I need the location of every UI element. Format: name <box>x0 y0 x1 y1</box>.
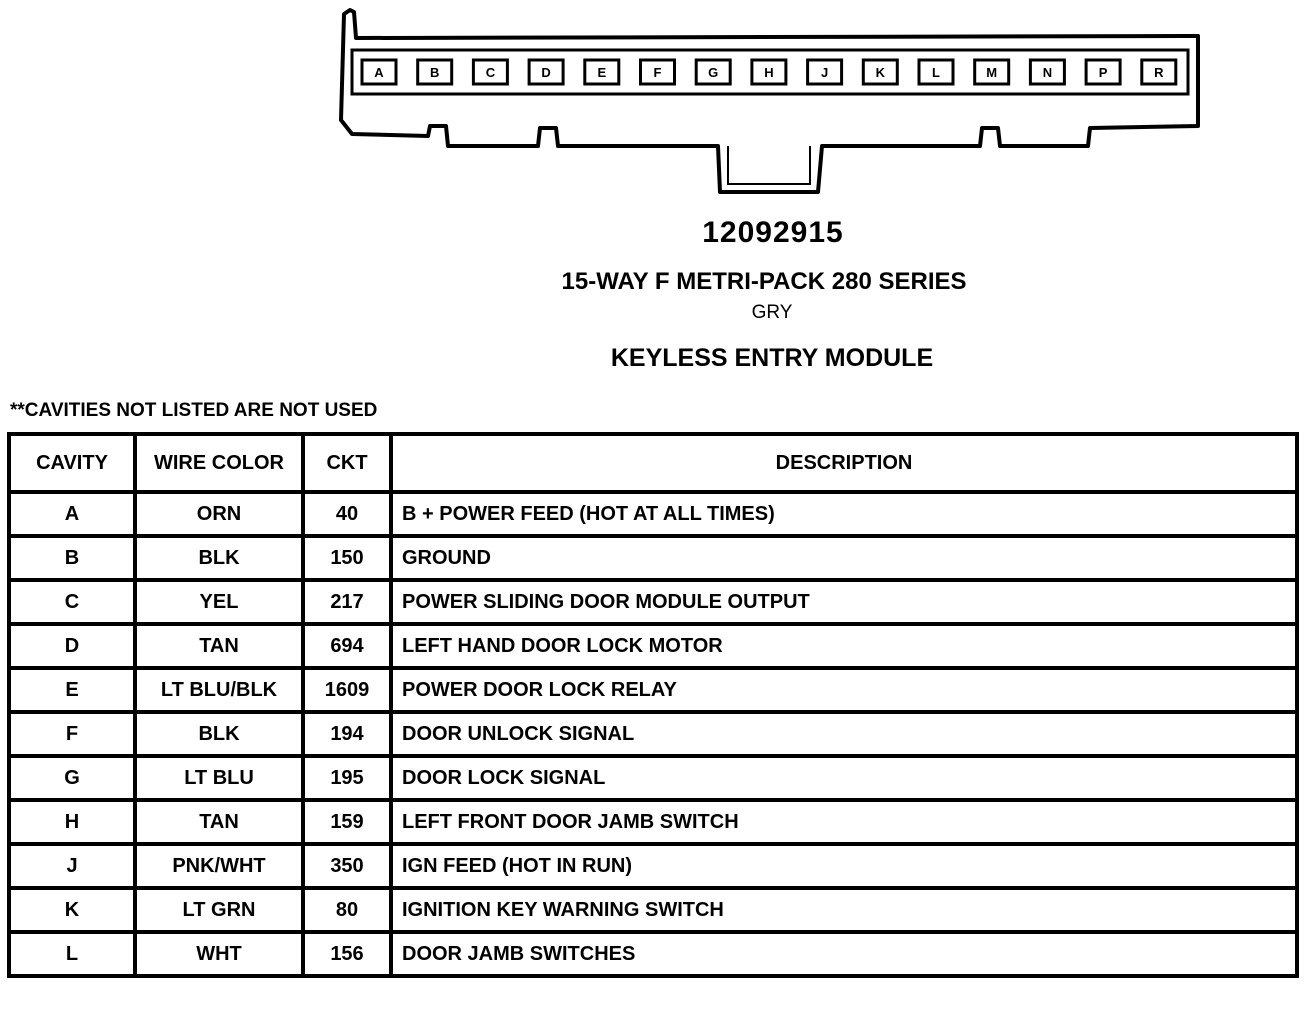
cell-description: IGN FEED (HOT IN RUN) <box>391 844 1297 888</box>
pin-label-h: H <box>764 65 774 80</box>
cell-cavity: A <box>9 492 135 536</box>
table-row <box>9 536 1297 580</box>
table-row <box>9 932 1297 976</box>
cell-wire-color: WHT <box>135 932 303 976</box>
header-description: DESCRIPTION <box>391 434 1297 492</box>
header-wire-color: WIRE COLOR <box>135 434 303 492</box>
cell-cavity: E <box>9 668 135 712</box>
cell-description: B + POWER FEED (HOT AT ALL TIMES) <box>391 492 1297 536</box>
table-header-row <box>9 434 1297 492</box>
pin-label-r: R <box>1154 65 1164 80</box>
cell-ckt: 156 <box>303 932 391 976</box>
connector-key-notch <box>728 146 810 184</box>
table-row <box>9 756 1297 800</box>
table-row <box>9 888 1297 932</box>
table-row <box>9 668 1297 712</box>
cell-description: GROUND <box>391 536 1297 580</box>
pin-label-l: L <box>932 65 940 80</box>
cell-cavity: G <box>9 756 135 800</box>
cell-ckt: 217 <box>303 580 391 624</box>
cell-description: POWER DOOR LOCK RELAY <box>391 668 1297 712</box>
cell-cavity: F <box>9 712 135 756</box>
table-row <box>9 624 1297 668</box>
cell-ckt: 195 <box>303 756 391 800</box>
pin-label-m: M <box>986 65 998 80</box>
connector-pins <box>362 60 1176 84</box>
connector-series: 15-WAY F METRI-PACK 280 SERIES <box>561 268 967 295</box>
table-body <box>9 492 1297 976</box>
connector-housing <box>341 10 1198 192</box>
cell-cavity: H <box>9 800 135 844</box>
table-row <box>9 492 1297 536</box>
pinout-table <box>7 432 1299 978</box>
part-number: 12092915 <box>702 216 844 249</box>
cell-cavity: C <box>9 580 135 624</box>
cell-ckt: 159 <box>303 800 391 844</box>
cell-ckt: 40 <box>303 492 391 536</box>
cell-wire-color: LT GRN <box>135 888 303 932</box>
pin-label-j: J <box>820 65 829 80</box>
cell-wire-color: TAN <box>135 624 303 668</box>
table-row <box>9 712 1297 756</box>
pin-label-b: B <box>430 65 440 80</box>
cell-wire-color: ORN <box>135 492 303 536</box>
pin-label-f: F <box>653 65 662 80</box>
cell-description: LEFT FRONT DOOR JAMB SWITCH <box>391 800 1297 844</box>
cell-wire-color: YEL <box>135 580 303 624</box>
cell-description: DOOR UNLOCK SIGNAL <box>391 712 1297 756</box>
cell-ckt: 150 <box>303 536 391 580</box>
header-ckt: CKT <box>303 434 391 492</box>
cell-ckt: 194 <box>303 712 391 756</box>
cell-description: IGNITION KEY WARNING SWITCH <box>391 888 1297 932</box>
cavity-note: **CAVITIES NOT LISTED ARE NOT USED <box>10 400 378 421</box>
pin-label-n: N <box>1042 65 1053 80</box>
table-row <box>9 800 1297 844</box>
connector-color: GRY <box>751 302 793 323</box>
cell-ckt: 694 <box>303 624 391 668</box>
cell-cavity: K <box>9 888 135 932</box>
cell-description: POWER SLIDING DOOR MODULE OUTPUT <box>391 580 1297 624</box>
cell-cavity: B <box>9 536 135 580</box>
module-name: KEYLESS ENTRY MODULE <box>610 344 934 372</box>
pin-label-k: K <box>875 65 885 80</box>
cell-ckt: 1609 <box>303 668 391 712</box>
cell-description: DOOR JAMB SWITCHES <box>391 932 1297 976</box>
cell-wire-color: BLK <box>135 712 303 756</box>
cell-wire-color: BLK <box>135 536 303 580</box>
cell-description: LEFT HAND DOOR LOCK MOTOR <box>391 624 1297 668</box>
cell-cavity: L <box>9 932 135 976</box>
cell-wire-color: PNK/WHT <box>135 844 303 888</box>
table-row <box>9 844 1297 888</box>
cell-ckt: 350 <box>303 844 391 888</box>
header-cavity: CAVITY <box>9 434 135 492</box>
pin-label-a: A <box>374 65 384 80</box>
pin-label-e: E <box>597 65 607 80</box>
connector-outline-diagram <box>0 0 1312 210</box>
pin-label-g: G <box>708 65 719 80</box>
cell-wire-color: TAN <box>135 800 303 844</box>
pin-label-p: P <box>1098 65 1108 80</box>
table-row <box>9 580 1297 624</box>
cell-wire-color: LT BLU <box>135 756 303 800</box>
cell-wire-color: LT BLU/BLK <box>135 668 303 712</box>
cell-description: DOOR LOCK SIGNAL <box>391 756 1297 800</box>
cell-cavity: J <box>9 844 135 888</box>
pin-label-d: D <box>541 65 551 80</box>
cell-cavity: D <box>9 624 135 668</box>
cell-ckt: 80 <box>303 888 391 932</box>
pin-label-c: C <box>485 65 496 80</box>
